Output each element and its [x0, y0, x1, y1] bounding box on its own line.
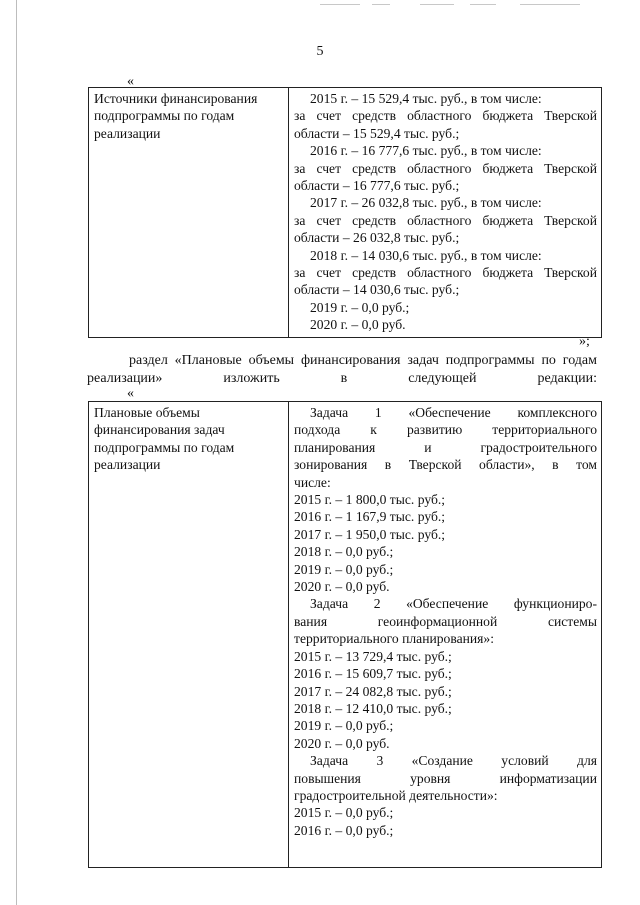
value-line: области – 16 777,6 тыс. руб.;: [294, 178, 460, 194]
closing-quote: »;: [579, 334, 590, 349]
value-line: 2015 г. – 1 800,0 тыс. руб.;: [294, 492, 446, 508]
value-line: 2017 г. – 1 950,0 тыс. руб.;: [294, 526, 446, 542]
value-line: вания геоинформационной системы: [294, 613, 597, 629]
value-line: 2017 г. – 26 032,8 тыс. руб., в том числе:: [310, 195, 542, 211]
financing-sources-values: [289, 88, 602, 338]
scan-mark: [372, 4, 390, 5]
value-line: зонирования в Тверской области», в том: [294, 457, 597, 473]
value-line: 2016 г. – 0,0 руб.;: [294, 822, 394, 838]
value-line: 2018 г. – 12 410,0 тыс. руб.;: [294, 700, 452, 716]
value-line: Задача 3 «Создание условий для: [310, 753, 597, 769]
opening-quote: «: [127, 74, 134, 89]
value-line: 2019 г. – 0,0 руб.;: [294, 561, 394, 577]
value-line: 2016 г. – 16 777,6 тыс. руб., в том числе:: [310, 143, 542, 159]
scan-edge-left: [16, 0, 17, 905]
value-line: градостроительной деятельности»:: [294, 787, 498, 803]
value-line: за счет средств областного бюджета Тверской: [294, 265, 597, 281]
scan-mark: [520, 4, 580, 5]
value-line: планирования и градостроительного: [294, 439, 597, 455]
opening-quote-2: «: [127, 386, 134, 401]
value-line: 2018 г. – 0,0 руб.;: [294, 544, 394, 560]
financing-sources-table: [88, 87, 602, 338]
value-line: 2017 г. – 24 082,8 тыс. руб.;: [294, 683, 452, 699]
page-number: 5: [316, 44, 324, 59]
value-line: 2019 г. – 0,0 руб.;: [294, 718, 394, 734]
value-line: 2016 г. – 15 609,7 тыс. руб.;: [294, 666, 452, 682]
value-line: 2020 г. – 0,0 руб.: [310, 317, 406, 333]
value-line: за счет средств областного бюджета Тверской: [294, 212, 597, 228]
value-line: 2016 г. – 1 167,9 тыс. руб.;: [294, 509, 446, 525]
value-line: области – 14 030,6 тыс. руб.;: [294, 282, 460, 298]
planned-volumes-label: Плановые объемы финансирования задач подпрограммы по годам реализации: [89, 402, 289, 868]
value-line: за счет средств областного бюджета Тверской: [294, 160, 597, 176]
value-line: 2020 г. – 0,0 руб.: [294, 579, 390, 595]
amendment-paragraph-text: раздел «Плановые объемы финансирования задач подпрограммы по годам реализации» изложить в следующей редакции:: [87, 353, 597, 386]
value-line: Задача 2 «Обеспечение функциониро-: [310, 596, 597, 612]
value-line: территориального планирования»:: [294, 631, 494, 647]
value-line: Задача 1 «Обеспечение комплексного: [310, 405, 597, 420]
value-line: подхода к развитию территориального: [294, 422, 597, 438]
scan-mark: [470, 4, 496, 5]
value-line: 2018 г. – 14 030,6 тыс. руб., в том числе:: [310, 247, 542, 263]
value-line: 2020 г. – 0,0 руб.: [294, 735, 390, 751]
scan-mark: [420, 4, 454, 5]
scan-mark: [320, 4, 360, 5]
value-line: за счет средств областного бюджета Тверской: [294, 108, 597, 124]
value-line: 2015 г. – 0,0 руб.;: [294, 805, 394, 821]
value-line: 2015 г. – 15 529,4 тыс. руб., в том числе:: [310, 91, 542, 106]
value-line: 2015 г. – 13 729,4 тыс. руб.;: [294, 648, 452, 664]
value-line: 2019 г. – 0,0 руб.;: [310, 299, 410, 315]
value-line: повышения уровня информатизации: [294, 770, 597, 786]
financing-sources-label: Источники финансирования подпрограммы по годам реализации: [89, 88, 289, 338]
value-line: области – 15 529,4 тыс. руб.;: [294, 125, 460, 141]
value-line: числе:: [294, 474, 331, 490]
amendment-paragraph: [87, 352, 597, 388]
planned-volumes-table: [88, 401, 602, 868]
planned-volumes-values: [289, 402, 602, 868]
value-line: области – 26 032,8 тыс. руб.;: [294, 230, 460, 246]
